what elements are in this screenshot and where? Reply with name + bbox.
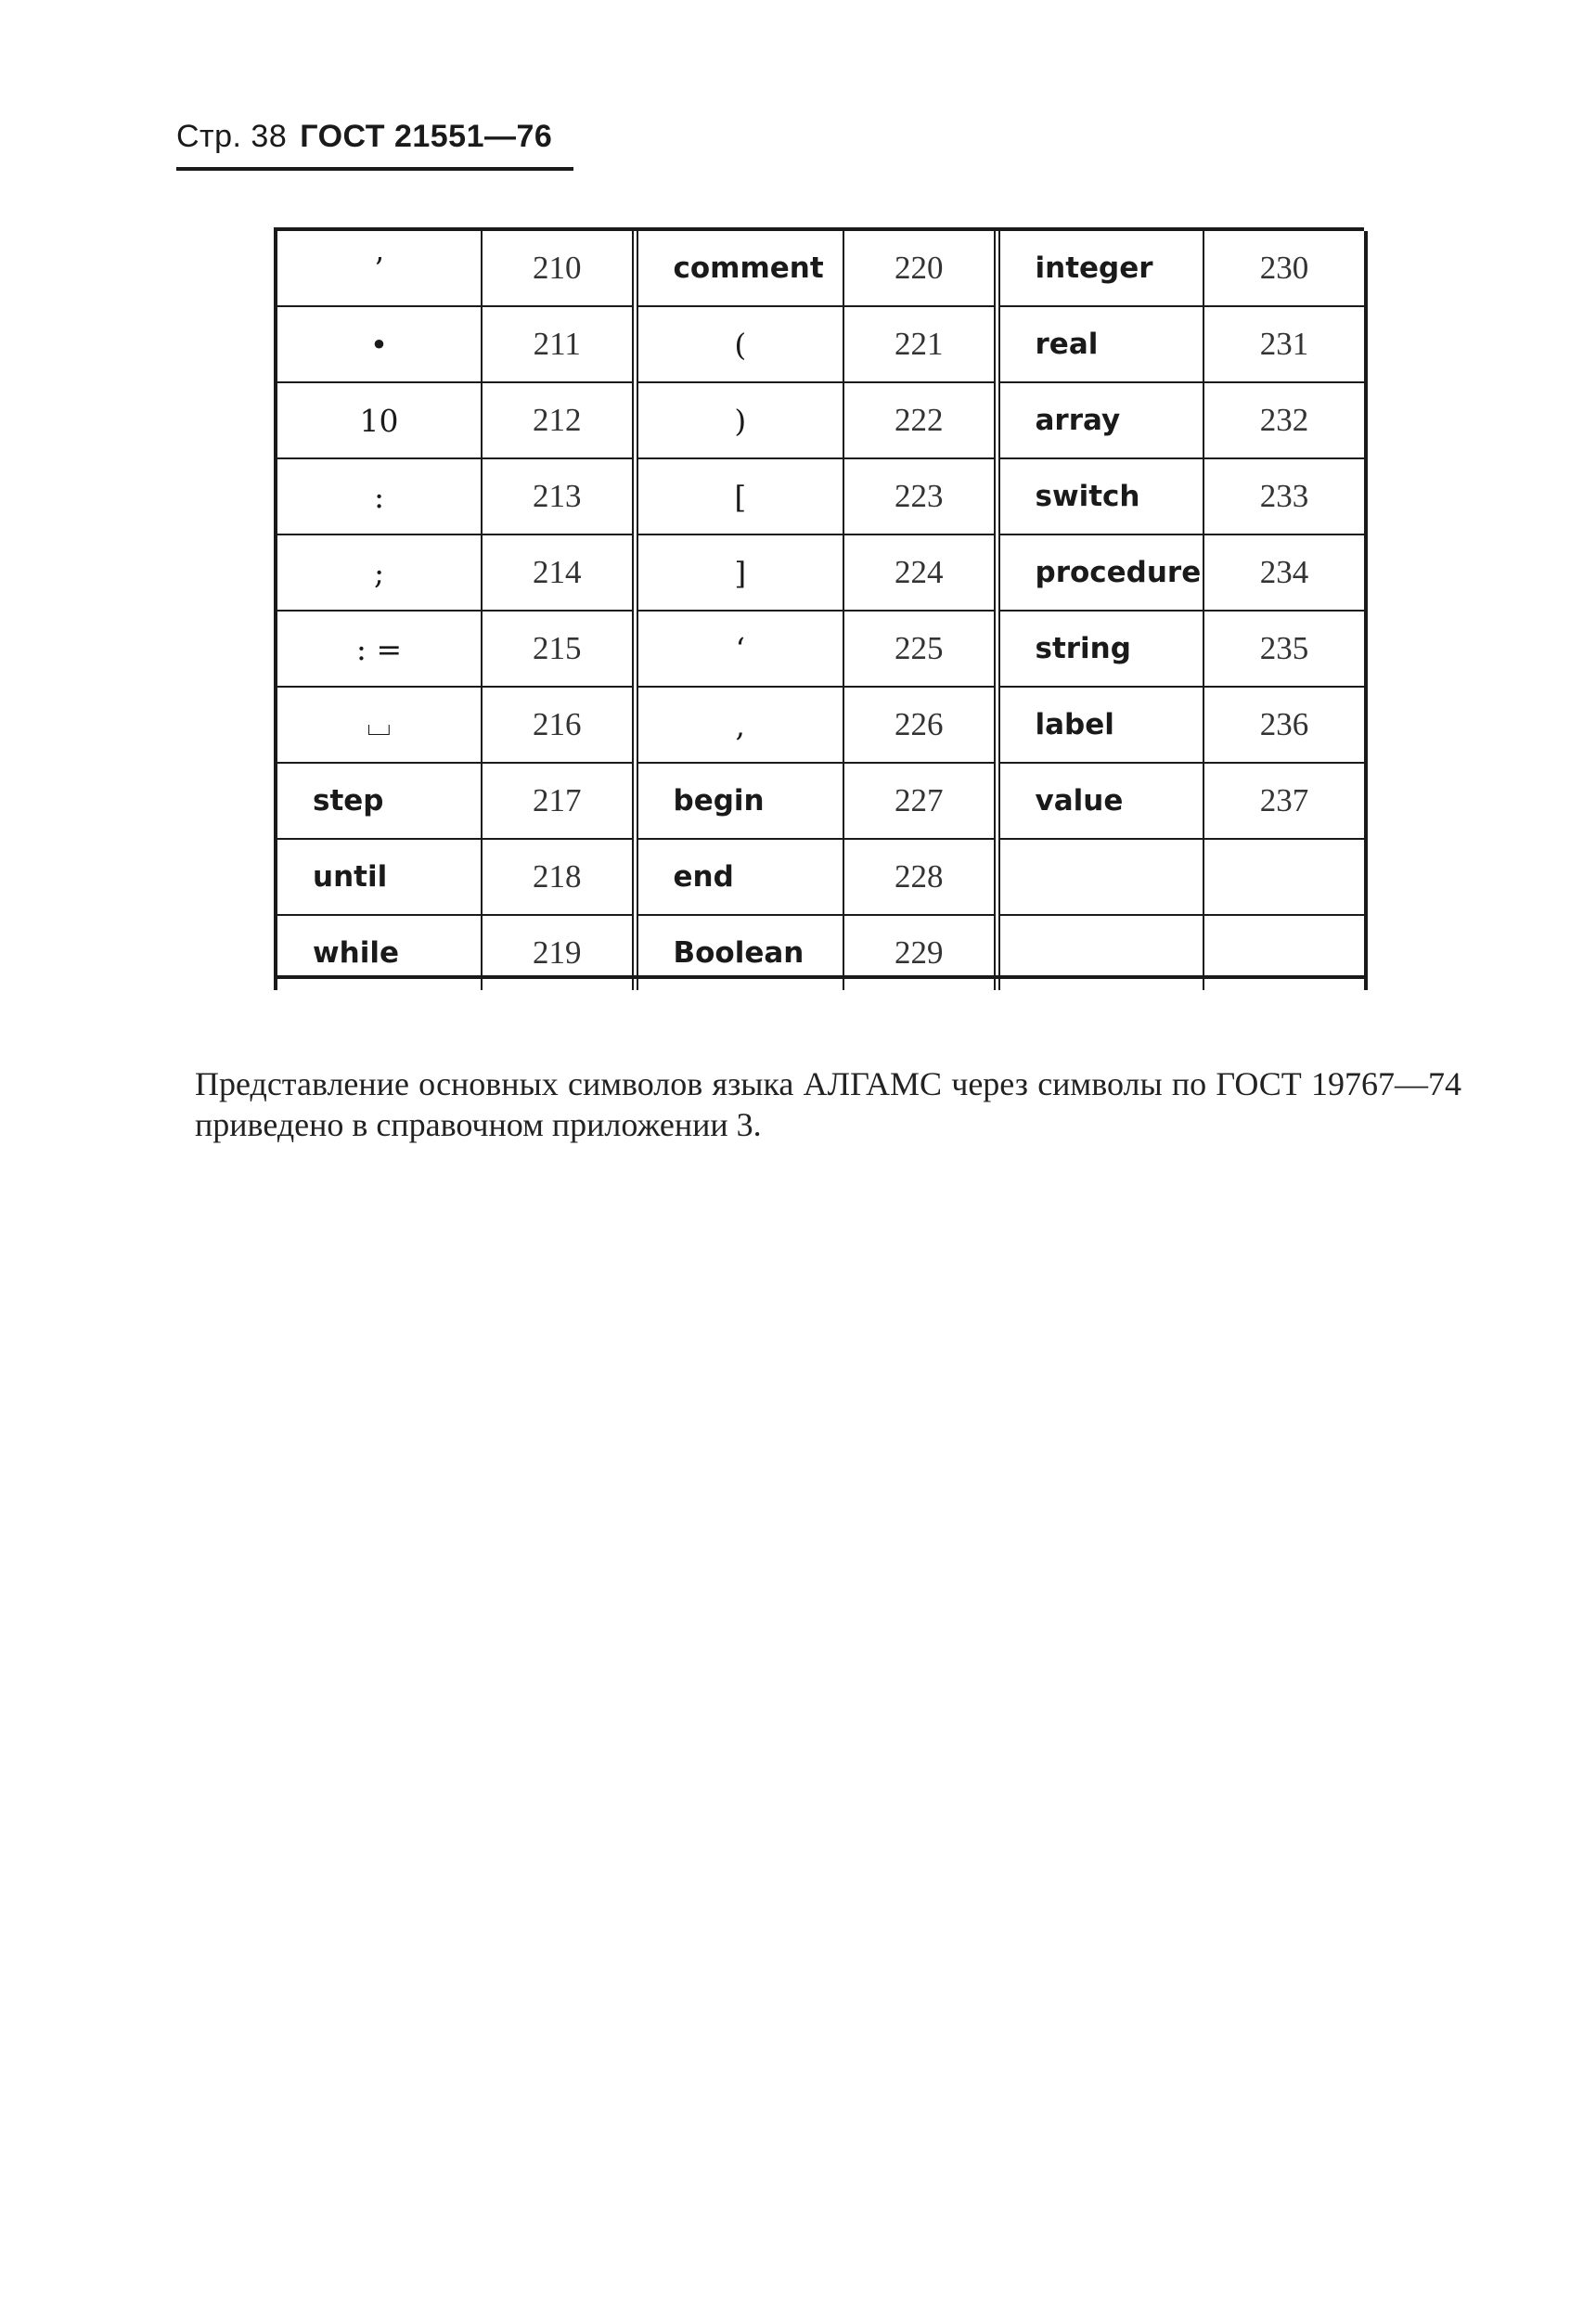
symbol-cell: end xyxy=(635,839,843,915)
symbol-cell: switch xyxy=(997,458,1203,534)
symbol-cell: ] xyxy=(635,534,843,611)
table-row xyxy=(276,687,1366,763)
symbol-cell: real xyxy=(997,306,1203,382)
symbol-table xyxy=(274,231,1368,990)
table-row xyxy=(276,611,1366,687)
code-cell: 225 xyxy=(843,611,997,687)
table-row xyxy=(276,382,1366,458)
symbol-cell: : xyxy=(276,458,482,534)
code-cell: 229 xyxy=(843,915,997,990)
code-cell: 218 xyxy=(482,839,635,915)
header-underline xyxy=(176,167,573,171)
symbol-cell: [ xyxy=(635,458,843,534)
code-cell xyxy=(1203,915,1366,990)
symbol-cell: until xyxy=(276,839,482,915)
symbol-cell: procedure xyxy=(997,534,1203,611)
symbol-cell: comment xyxy=(635,231,843,306)
table-row xyxy=(276,763,1366,839)
code-cell: 211 xyxy=(482,306,635,382)
symbol-cell: array xyxy=(997,382,1203,458)
code-cell: 220 xyxy=(843,231,997,306)
reference-note: Представление основных символов языка АЛГАМС через символы по ГОСТ 19767—74 приведено в справочном приложении 3. xyxy=(195,1065,1461,1143)
symbol-cell: integer xyxy=(997,231,1203,306)
table-row xyxy=(276,231,1366,306)
table-row xyxy=(276,306,1366,382)
symbol-cell: , xyxy=(635,687,843,763)
symbol-cell: ) xyxy=(635,382,843,458)
code-cell: 233 xyxy=(1203,458,1366,534)
code-cell: 222 xyxy=(843,382,997,458)
symbol-cell: ’ xyxy=(276,231,482,306)
table-row xyxy=(276,458,1366,534)
code-cell: 214 xyxy=(482,534,635,611)
code-cell: 236 xyxy=(1203,687,1366,763)
code-cell: 213 xyxy=(482,458,635,534)
code-cell: 223 xyxy=(843,458,997,534)
code-cell: 228 xyxy=(843,839,997,915)
code-cell: 234 xyxy=(1203,534,1366,611)
code-cell: 237 xyxy=(1203,763,1366,839)
table-row xyxy=(276,915,1366,990)
code-cell: 219 xyxy=(482,915,635,990)
symbol-cell: step xyxy=(276,763,482,839)
table-row xyxy=(276,534,1366,611)
symbol-cell xyxy=(997,915,1203,990)
standard-number: ГОСТ 21551—76 xyxy=(300,119,553,154)
page-header xyxy=(176,119,552,155)
code-cell: 235 xyxy=(1203,611,1366,687)
symbol-cell: ‘ xyxy=(635,611,843,687)
symbol-cell xyxy=(997,839,1203,915)
symbol-code-table xyxy=(274,227,1364,979)
symbol-cell: ; xyxy=(276,534,482,611)
code-cell: 210 xyxy=(482,231,635,306)
page-number: Стр. 38 xyxy=(176,119,288,154)
symbol-cell: ( xyxy=(635,306,843,382)
code-cell: 230 xyxy=(1203,231,1366,306)
symbol-cell: while xyxy=(276,915,482,990)
code-cell: 216 xyxy=(482,687,635,763)
symbol-cell: label xyxy=(997,687,1203,763)
code-cell: 217 xyxy=(482,763,635,839)
code-cell: 227 xyxy=(843,763,997,839)
code-cell xyxy=(1203,839,1366,915)
symbol-cell: value xyxy=(997,763,1203,839)
code-cell: 221 xyxy=(843,306,997,382)
symbol-cell: : = xyxy=(276,611,482,687)
symbol-cell: 10 xyxy=(276,382,482,458)
symbol-cell: string xyxy=(997,611,1203,687)
symbol-cell: ⌴ xyxy=(276,687,482,763)
symbol-cell: • xyxy=(276,306,482,382)
code-cell: 212 xyxy=(482,382,635,458)
table-row xyxy=(276,839,1366,915)
code-cell: 224 xyxy=(843,534,997,611)
code-cell: 231 xyxy=(1203,306,1366,382)
code-cell: 215 xyxy=(482,611,635,687)
symbol-cell: Boolean xyxy=(635,915,843,990)
code-cell: 232 xyxy=(1203,382,1366,458)
symbol-cell: begin xyxy=(635,763,843,839)
code-cell: 226 xyxy=(843,687,997,763)
table-body xyxy=(276,231,1366,990)
